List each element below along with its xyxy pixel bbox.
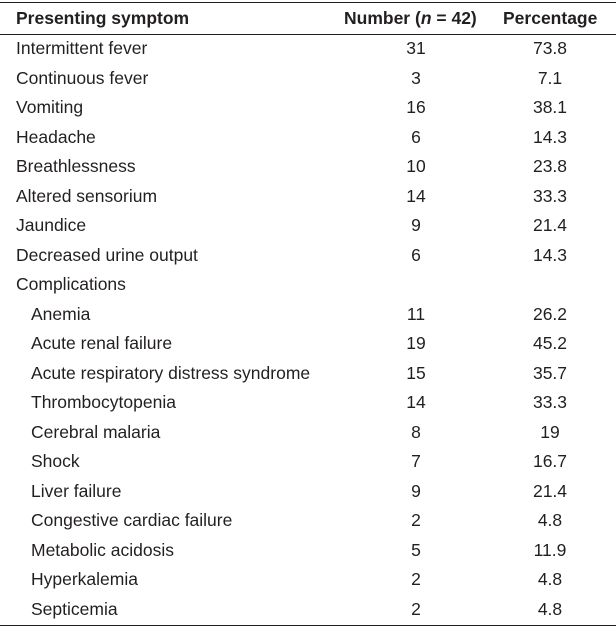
cell-symptom: Septicemia	[31, 598, 118, 619]
cell-number: 6	[411, 126, 421, 147]
header-number-suffix: = 42)	[431, 8, 477, 28]
cell-number: 3	[411, 67, 421, 88]
cell-symptom: Headache	[16, 126, 96, 147]
cell-symptom: Cerebral malaria	[31, 421, 161, 442]
header-number	[344, 8, 477, 29]
cell-percentage: 73.8	[532, 38, 568, 58]
table-row	[0, 215, 616, 239]
cell-number: 2	[411, 510, 421, 530]
cell-percentage: 11.9	[533, 539, 567, 560]
cell-number: 8	[411, 421, 421, 442]
cell-symptom: Anemia	[31, 303, 91, 324]
top-rule	[0, 2, 616, 3]
cell-number: 9	[411, 215, 421, 235]
cell-number: 10	[406, 156, 426, 176]
cell-symptom: Thrombocytopenia	[31, 392, 176, 412]
table-row	[0, 245, 616, 269]
cell-symptom: Vomiting	[16, 97, 84, 117]
cell-symptom: Decreased urine output	[16, 244, 198, 265]
cell-percentage: 26.2	[532, 303, 568, 324]
cell-symptom: Shock	[31, 451, 80, 471]
table-row	[0, 569, 616, 593]
cell-symptom: Metabolic acidosis	[31, 539, 174, 560]
cell-percentage: 35.7	[532, 362, 568, 383]
cell-symptom: Complications	[16, 274, 126, 294]
cell-percentage: 4.8	[537, 510, 563, 530]
table-row	[0, 333, 616, 357]
cell-symptom: Hyperkalemia	[31, 569, 138, 589]
cell-percentage: 16.7	[532, 451, 568, 471]
cell-number: 15	[406, 362, 426, 383]
cell-number: 9	[411, 480, 421, 501]
bottom-rule	[0, 625, 616, 626]
table-row	[0, 451, 616, 475]
cell-percentage: 19	[540, 421, 560, 442]
header-symptom: Presenting symptom	[16, 8, 190, 28]
cell-number: 11	[406, 303, 426, 324]
cell-percentage: 23.8	[532, 156, 568, 176]
cell-symptom: Acute respiratory distress syndrome	[31, 362, 311, 383]
cell-number: 14	[406, 392, 426, 412]
cell-number: 19	[406, 333, 426, 353]
table-row	[0, 540, 616, 564]
cell-percentage: 4.8	[537, 598, 563, 619]
cell-number: 2	[411, 598, 421, 619]
cell-percentage: 33.3	[532, 185, 568, 206]
cell-symptom: Acute renal failure	[31, 333, 173, 353]
table-row	[0, 68, 616, 92]
table-row	[0, 304, 616, 328]
cell-percentage: 45.2	[532, 333, 568, 353]
header-number-prefix: Number (	[344, 8, 421, 28]
table-row	[0, 186, 616, 210]
cell-percentage: 14.3	[532, 126, 568, 147]
cell-percentage: 14.3	[532, 244, 568, 265]
table-row	[0, 274, 616, 298]
table-header	[0, 8, 616, 30]
cell-number: 14	[406, 185, 426, 206]
cell-percentage: 7.1	[537, 67, 563, 88]
table-row	[0, 510, 616, 534]
header-rule	[0, 34, 616, 35]
cell-percentage: 4.8	[537, 569, 563, 589]
cell-symptom: Jaundice	[16, 215, 87, 235]
cell-number: 5	[411, 539, 421, 560]
table-row	[0, 127, 616, 151]
cell-symptom: Liver failure	[31, 480, 122, 501]
cell-percentage: 38.1	[532, 97, 568, 117]
cell-symptom: Intermittent fever	[16, 38, 148, 58]
cell-symptom: Continuous fever	[16, 67, 149, 88]
table-row	[0, 363, 616, 387]
cell-percentage: 21.4	[532, 480, 568, 501]
cell-number: 2	[411, 569, 421, 589]
header-percentage: Percentage	[503, 8, 598, 28]
table-row	[0, 599, 616, 623]
cell-number: 7	[411, 451, 421, 471]
cell-number: 6	[411, 244, 421, 265]
table-row	[0, 38, 616, 62]
table-row	[0, 97, 616, 121]
table-row	[0, 422, 616, 446]
cell-percentage: 33.3	[532, 392, 568, 412]
cell-symptom: Breathlessness	[16, 156, 136, 176]
table-row	[0, 156, 616, 180]
cell-number: 16	[406, 97, 426, 117]
cell-number: 31	[406, 38, 426, 58]
header-number-n: n	[420, 8, 432, 28]
cell-percentage: 21.4	[532, 215, 568, 235]
cell-symptom: Altered sensorium	[16, 185, 158, 206]
table-row	[0, 481, 616, 505]
cell-symptom: Congestive cardiac failure	[31, 510, 233, 530]
table-row	[0, 392, 616, 416]
